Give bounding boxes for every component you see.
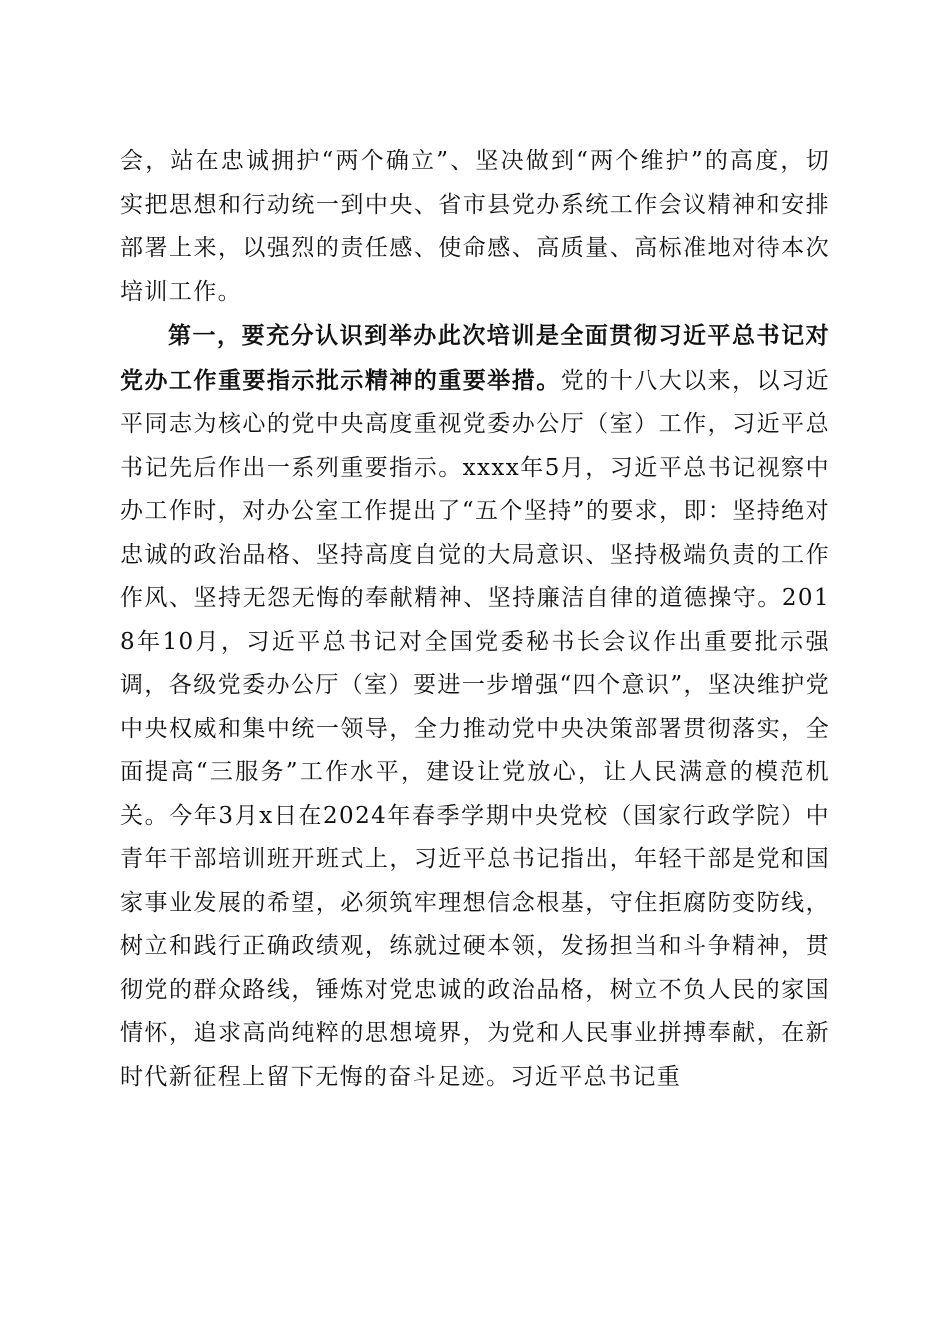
paragraph-point-one: [120, 314, 830, 1099]
paragraph-text: 会，站在忠诚拥护“两个确立”、坚决做到“两个维护”的高度，切实把思想和行动统一到中央、省市县党办系统工作会议精神和安排部署上来，以强烈的责任感、使命感、高质量、高标准地对待本次培训工作。: [120, 148, 830, 305]
paragraph-lead-sentence: 第一，要充分认识到举办此次培训是全面贯彻习近平总书记对党办工作重要指示批示精神的重要举措。: [120, 322, 830, 394]
paragraph-continuation: [120, 140, 830, 314]
paragraph-text: 党的十八大以来，以习近平同志为核心的党中央高度重视党委办公厅（室）工作，习近平总书记先后作出一系列重要指示。xxxx年5月，习近平总书记视察中办工作时，对办公室工作提出了“五个坚持”的要求，即：坚持绝对忠诚的政治品格、坚持高度自觉的大局意识、坚持极端负责的工作作风、坚持无怨无悔的奉献精神、坚持廉洁自律的道德操守。2018年10月，习近平总书记对全国党委秘书长会议作出重要批示强调，各级党委办公厅（室）要进一步增强“四个意识”，坚决维护党中央权威和集中统一领导，全力推动党中央决策部署贯彻落实，全面提高“三服务”工作水平，建设让党放心，让人民满意的模范机关。今年3月x日在2024年春季学期中央党校（国家行政学院）中青年干部培训班开班式上，习近平总书记指出，年轻干部是党和国家事业发展的希望，必须筑牢理想信念根基，守住拒腐防变防线，树立和践行正确政绩观，练就过硬本领，发扬担当和斗争精神，贯彻党的群众路线，锤炼对党忠诚的政治品格，树立不负人民的家国情怀，追求高尚纯粹的思想境界，为党和人民事业拼搏奉献，在新时代新征程上留下无悔的奋斗足迹。习近平总书记重: [120, 367, 831, 1090]
document-body: [120, 140, 830, 1099]
